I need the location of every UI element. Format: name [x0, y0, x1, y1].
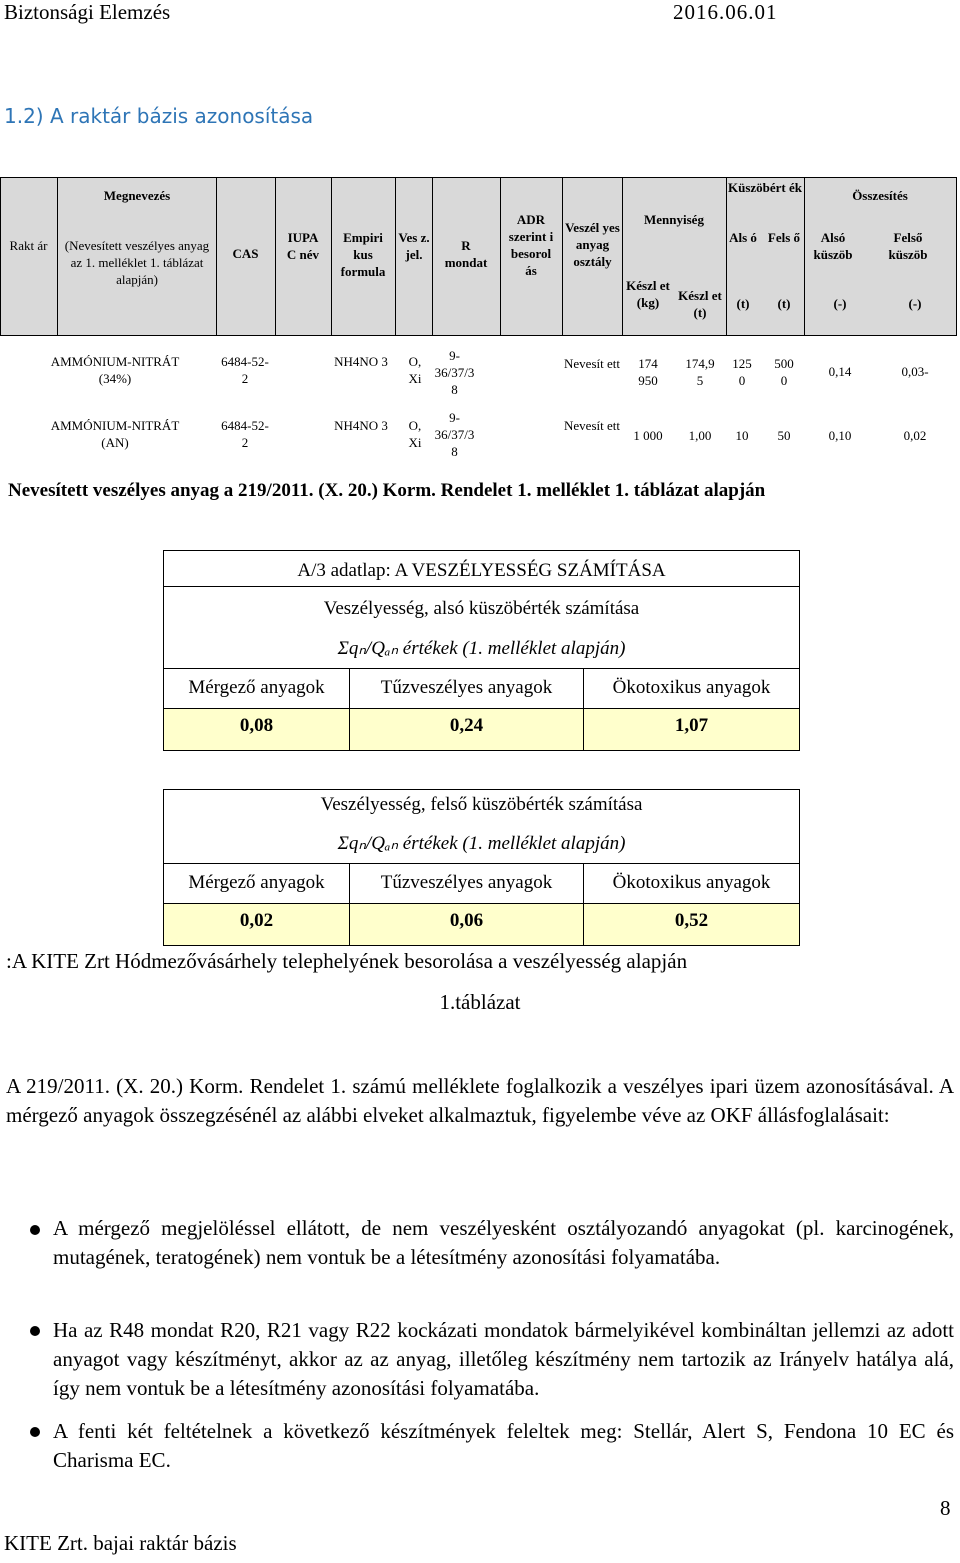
bullet-icon [30, 1225, 40, 1235]
body-paragraph: A 219/2011. (X. 20.) Korm. Rendelet 1. számú melléklete foglalkozik a veszélyes ipari üzem azonosításával. A mérgező anyagok összegzésénél az alábbi elveket alkalmaztuk, figyelembe véve az OKF állásfoglalásait: [6, 1074, 954, 1127]
header-iupac: IUPA C név [286, 230, 320, 262]
row-sum-felso: 0,02 [903, 428, 927, 443]
upper-threshold-box [163, 789, 800, 946]
row-kg: 1 000 [633, 428, 663, 443]
row-name: AMMÓNIUM-NITRÁT (AN) [50, 418, 180, 450]
row-osztaly: Nevesít ett [564, 356, 620, 371]
header-vesz: Ves z. jel. [398, 230, 430, 262]
header-rmondat: R mondat [444, 238, 488, 270]
box2-value-toxic: 0,02 [239, 910, 274, 931]
box1-col-ecotoxic: Ökotoxikus anyagok [612, 677, 771, 698]
row-name: AMMÓNIUM-NITRÁT (34%) [50, 354, 180, 386]
lower-threshold-box [163, 550, 800, 751]
header-unit-m1: (-) [833, 296, 847, 311]
header-cas: CAS [232, 246, 259, 261]
box2-subtitle: Veszélyesség, felső küszöbérték számítása [320, 794, 643, 815]
header-keszlet-kg: Készl et (kg) [626, 278, 670, 310]
header-raktar: Rakt ár [9, 238, 48, 253]
header-felso-kuszob: Felső küszöb [888, 230, 928, 262]
row-sum-also: 0,10 [828, 428, 852, 443]
section-title: 1.2) A raktár bázis azonosítása [4, 104, 314, 128]
header-also-kuszob: Alsó küszöb [813, 230, 853, 262]
footer-text: KITE Zrt. bajai raktár bázis [4, 1531, 237, 1555]
bullet-icon [30, 1326, 40, 1336]
document-header-date: 2016.06.01 [673, 0, 778, 24]
box1-col-toxic: Mérgező anyagok [188, 677, 325, 698]
row-osztaly: Nevesít ett [564, 418, 620, 433]
row-formula: NH4NO 3 [334, 418, 388, 433]
table-caption: Nevesített veszélyes anyag a 219/2011. (X. 20.) Korm. Rendelet 1. melléklet 1. táblázat alapján [8, 480, 766, 501]
document-header-title: Biztonsági Elemzés [4, 0, 171, 24]
bullet-item: Ha az R48 mondat R20, R21 vagy R22 kockázati mondatok bármelyikével kombináltan jellemzi az adott anyagot vagy készítményt, akkor az az anyag, illetőleg készítmény nem tartozik az Irányelv hatálya alá, így nem vontuk be a létesítmény azonosítási folyamatába. [53, 1318, 954, 1400]
header-megnevezes: Megnevezés [103, 188, 171, 203]
header-unit-m2: (-) [908, 296, 922, 311]
bullet-item: A mérgező megjelöléssel ellátott, de nem veszélyesként osztályozandó anyagokat (pl. karcinogének, mutagének, teratogének) nem vontuk be a létesítmény azonosítási folyamatába. [53, 1216, 954, 1269]
row-t: 1,00 [688, 428, 712, 443]
row-also: 10 [735, 428, 749, 443]
row-cas: 6484-52-2 [221, 418, 269, 450]
page-number: 8 [940, 1496, 951, 1520]
table-label: 1.táblázat [439, 990, 521, 1014]
box2-col-flammable: Tűzveszélyes anyagok [380, 872, 553, 893]
box1-title: A/3 adatlap: A VESZÉLYESSÉG SZÁMÍTÁSA [297, 560, 666, 581]
row-r: 9-36/37/3 8 [434, 348, 475, 397]
row-sum-felso: 0,03- [901, 364, 929, 379]
box1-value-toxic: 0,08 [239, 715, 274, 736]
row-felso: 500 0 [774, 356, 794, 388]
header-keszlet-t: Készl et (t) [678, 288, 722, 320]
box1-formula: Σqₙ/Qₐₙ értékek (1. melléklet alapján) [337, 638, 626, 659]
header-kuszob: Küszöbért ék [727, 180, 803, 195]
box1-col-flammable: Tűzveszélyes anyagok [380, 677, 553, 698]
box1-value-flammable: 0,24 [449, 715, 484, 736]
box2-value-ecotoxic: 0,52 [674, 910, 709, 931]
box1-subtitle: Veszélyesség, alsó küszöbérték számítása [323, 598, 640, 619]
row-also: 125 0 [732, 356, 752, 388]
row-kg: 174 950 [638, 356, 658, 388]
row-jel: O, Xi [408, 418, 422, 450]
box2-value-flammable: 0,06 [449, 910, 484, 931]
header-also: Als ó [729, 230, 757, 245]
row-felso: 50 [777, 428, 791, 443]
header-adr: ADR szerint i besorol ás [508, 212, 554, 278]
box1-value-ecotoxic: 1,07 [674, 715, 709, 736]
box2-formula: Σqₙ/Qₐₙ értékek (1. melléklet alapján) [337, 833, 626, 854]
box-caption: :A KITE Zrt Hódmezővásárhely telephelyének besorolása a veszélyesség alapján [6, 949, 688, 973]
row-cas: 6484-52-2 [221, 354, 269, 386]
bullet-icon [30, 1427, 40, 1437]
row-formula: NH4NO 3 [334, 354, 388, 369]
box2-col-toxic: Mérgező anyagok [188, 872, 325, 893]
header-megnevezes-note: (Nevesített veszélyes anyag az 1. melléklet 1. táblázat alapján) [64, 238, 210, 287]
header-empiri: Empiri kus formula [340, 230, 386, 279]
header-unit-t1: (t) [736, 296, 750, 311]
header-osszesites: Összesítés [852, 188, 908, 203]
bullet-item: A fenti két feltételnek a következő készítmények feleltek meg: Stellár, Alert S, Fendona 10 EC és Charisma EC. [53, 1419, 954, 1472]
row-sum-also: 0,14 [828, 364, 852, 379]
box2-col-ecotoxic: Ökotoxikus anyagok [612, 872, 771, 893]
row-jel: O, Xi [408, 354, 422, 386]
row-t: 174,9 5 [685, 356, 715, 388]
row-r: 9-36/37/3 8 [434, 410, 475, 459]
header-mennyiseg: Mennyiség [644, 212, 704, 227]
header-veszelyes: Veszél yes anyag osztály [565, 220, 620, 269]
header-unit-t2: (t) [777, 296, 791, 311]
header-felso: Fels ő [767, 230, 801, 245]
